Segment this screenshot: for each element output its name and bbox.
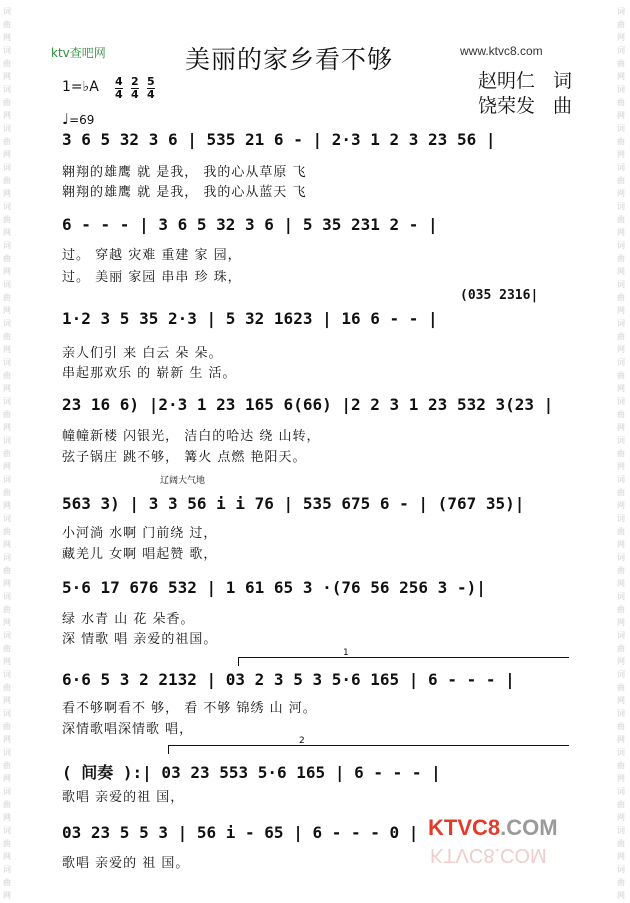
lyrics-line-3b: 串起那欢乐 的 崭新 生 活。 xyxy=(62,366,237,381)
meter-bottom: 4 xyxy=(115,88,123,101)
side-mark-char: 词 xyxy=(3,631,11,640)
side-mark-char: 词 xyxy=(617,475,625,484)
right-watermark-strip xyxy=(617,0,627,903)
side-mark-char: 曲 xyxy=(617,371,625,380)
composer-name: 饶荣发 xyxy=(478,95,536,117)
lyrics-line-5a: 小河淌 水啊 门前绕 过， xyxy=(62,526,218,541)
side-mark-char: 网 xyxy=(3,306,11,315)
side-mark-char: 曲 xyxy=(617,605,625,614)
lyrics-line-8: 歌唱 亲爱的祖 国， xyxy=(62,790,185,805)
side-mark-char: 词 xyxy=(617,709,625,718)
side-mark-char: 词 xyxy=(3,163,11,172)
side-mark-char: 曲 xyxy=(617,644,625,653)
side-mark-char: 词 xyxy=(3,85,11,94)
side-mark-char: 网 xyxy=(3,189,11,198)
meter-4-4 xyxy=(115,77,123,100)
side-mark-char: 网 xyxy=(3,33,11,42)
left-watermark-strip xyxy=(3,0,13,903)
side-mark-char: 曲 xyxy=(3,839,11,848)
side-mark-char: 词 xyxy=(3,436,11,445)
side-mark-char: 曲 xyxy=(3,761,11,770)
side-mark-char: 曲 xyxy=(3,254,11,263)
side-mark-char: 网 xyxy=(3,735,11,744)
side-mark-char: 网 xyxy=(617,189,625,198)
tempo-mark xyxy=(62,110,94,128)
score-line-7: 6·6 5 3 2 2132 | 03 2 3 5 3 5·6 165 | 6 - - - | xyxy=(62,670,515,689)
side-mark-char: 网 xyxy=(3,111,11,120)
watermark-reflection: KTVC8.COM xyxy=(430,844,547,866)
side-mark-char: 曲 xyxy=(3,293,11,302)
side-mark-char: 网 xyxy=(3,462,11,471)
side-mark-char: 词 xyxy=(617,865,625,874)
side-mark-char: 网 xyxy=(3,618,11,627)
side-mark-char: 词 xyxy=(3,319,11,328)
side-mark-char: 网 xyxy=(3,72,11,81)
side-mark-char: 词 xyxy=(3,748,11,757)
side-mark-char: 网 xyxy=(3,813,11,822)
lyrics-line-7b: 深情歌唱深情歌 唱， xyxy=(62,722,194,737)
side-mark-char: 曲 xyxy=(617,566,625,575)
side-mark-char: 网 xyxy=(617,774,625,783)
side-mark-char: 词 xyxy=(3,553,11,562)
side-mark-char: 曲 xyxy=(617,98,625,107)
side-mark-char: 词 xyxy=(617,319,625,328)
lyrics-line-7a: 看不够啊看不 够， 看 不够 锦绣 山 河。 xyxy=(62,701,317,716)
side-mark-char: 词 xyxy=(617,631,625,640)
side-mark-char: 网 xyxy=(3,345,11,354)
side-mark-char: 网 xyxy=(3,579,11,588)
side-mark-char: 词 xyxy=(3,709,11,718)
quarter-note-icon: ♩ xyxy=(62,110,70,128)
volta-number: 1 xyxy=(343,648,349,658)
meter-top: 4 xyxy=(115,75,123,88)
lyrics-line-5b: 藏羌儿 女啊 唱起赞 歌， xyxy=(62,547,218,562)
side-mark-char: 网 xyxy=(617,462,625,471)
side-mark-char: 曲 xyxy=(3,722,11,731)
side-mark-char: 网 xyxy=(617,72,625,81)
side-mark-char: 网 xyxy=(3,540,11,549)
side-mark-char: 网 xyxy=(617,33,625,42)
side-mark-char: 网 xyxy=(617,345,625,354)
side-mark-char: 词 xyxy=(3,46,11,55)
performance-annotation: 辽阔大气地 xyxy=(160,476,206,486)
side-mark-char: 网 xyxy=(3,696,11,705)
side-mark-char: 网 xyxy=(617,501,625,510)
side-mark-char: 曲 xyxy=(617,137,625,146)
side-mark-char: 网 xyxy=(617,267,625,276)
lyrics-line-4b: 弦子锅庄 跳不够， 篝火 点燃 艳阳天。 xyxy=(62,450,307,465)
side-mark-char: 曲 xyxy=(3,878,11,887)
side-mark-char: 网 xyxy=(617,852,625,861)
side-mark-char: 词 xyxy=(617,436,625,445)
side-mark-char: 曲 xyxy=(617,527,625,536)
side-mark-char: 词 xyxy=(617,358,625,367)
side-mark-char: 词 xyxy=(3,787,11,796)
side-mark-char: 词 xyxy=(617,514,625,523)
side-mark-char: 曲 xyxy=(617,254,625,263)
side-mark-char: 网 xyxy=(617,813,625,822)
volta-bracket-1 xyxy=(238,648,569,666)
side-mark-char: 网 xyxy=(617,228,625,237)
volta-bracket-2 xyxy=(168,736,569,754)
side-mark-char: 曲 xyxy=(617,293,625,302)
side-mark-char: 词 xyxy=(617,280,625,289)
meter-2-4 xyxy=(131,77,139,100)
side-mark-char: 网 xyxy=(617,384,625,393)
score-line-9: 03 23 5 5 3 | 56 i - 65 | 6 - - - 0 | xyxy=(62,823,419,842)
score-line-8: ( 间奏 ):| 03 23 553 5·6 165 | 6 - - - | xyxy=(62,763,441,782)
side-mark-char: 网 xyxy=(3,891,11,900)
side-mark-char: 曲 xyxy=(3,800,11,809)
side-mark-char: 曲 xyxy=(617,683,625,692)
side-mark-char: 曲 xyxy=(3,371,11,380)
site-url: www.ktvc8.com xyxy=(460,44,543,58)
side-mark-char: 曲 xyxy=(3,176,11,185)
song-title: 美丽的家乡看不够 xyxy=(185,45,394,74)
tempo-value: =69 xyxy=(69,113,95,127)
side-mark-char: 词 xyxy=(617,241,625,250)
side-mark-char: 网 xyxy=(617,657,625,666)
side-mark-char: 网 xyxy=(617,150,625,159)
lyrics-line-2b: 过。 美丽 家园 串串 珍 珠， xyxy=(62,270,242,285)
key-signature: 1=♭A xyxy=(62,79,99,95)
side-mark-char: 曲 xyxy=(617,878,625,887)
watermark-logo xyxy=(428,815,558,841)
side-mark-char: 网 xyxy=(617,423,625,432)
side-mark-char: 网 xyxy=(3,384,11,393)
side-mark-char: 曲 xyxy=(3,332,11,341)
side-mark-char: 曲 xyxy=(617,761,625,770)
side-mark-char: 词 xyxy=(3,124,11,133)
side-mark-char: 曲 xyxy=(3,605,11,614)
side-mark-char: 网 xyxy=(3,267,11,276)
volta-number: 2 xyxy=(299,736,305,746)
side-mark-char: 网 xyxy=(617,696,625,705)
side-mark-char: 曲 xyxy=(3,59,11,68)
meter-bottom: 4 xyxy=(131,88,139,101)
side-mark-char: 词 xyxy=(3,670,11,679)
side-mark-char: 网 xyxy=(617,306,625,315)
side-mark-char: 曲 xyxy=(3,683,11,692)
side-mark-char: 曲 xyxy=(3,488,11,497)
side-mark-char: 词 xyxy=(3,241,11,250)
logo-primary: KTVC8 xyxy=(428,815,501,840)
score-line-5: 563 3) | 3 3 56 i i 76 | 535 675 6 - | (767 35)| xyxy=(62,494,525,513)
side-mark-char: 曲 xyxy=(3,410,11,419)
score-line-3-pickup: (035 2316| xyxy=(460,288,539,303)
side-mark-char: 曲 xyxy=(617,59,625,68)
lyricist-name: 赵明仁 xyxy=(478,70,536,92)
side-mark-char: 词 xyxy=(3,280,11,289)
side-mark-char: 曲 xyxy=(3,527,11,536)
score-line-6: 5·6 17 676 532 | 1 61 65 3 ·(76 56 256 3 -)| xyxy=(62,578,486,597)
meter-bottom: 4 xyxy=(147,88,155,101)
side-mark-char: 曲 xyxy=(3,644,11,653)
side-mark-char: 词 xyxy=(3,865,11,874)
side-mark-char: 词 xyxy=(3,592,11,601)
score-line-1: 3 6 5 32 3 6 | 535 21 6 - | 2·3 1 2 3 23 56 | xyxy=(62,130,496,149)
side-mark-char: 网 xyxy=(617,111,625,120)
side-mark-char: 网 xyxy=(3,501,11,510)
side-mark-char: 网 xyxy=(617,891,625,900)
side-mark-char: 网 xyxy=(3,657,11,666)
side-mark-char: 词 xyxy=(617,670,625,679)
meter-top: 2 xyxy=(131,75,139,88)
side-mark-char: 曲 xyxy=(3,137,11,146)
side-mark-char: 曲 xyxy=(617,176,625,185)
side-mark-char: 词 xyxy=(617,124,625,133)
side-mark-char: 网 xyxy=(617,618,625,627)
composer-role: 曲 xyxy=(553,95,573,117)
side-mark-char: 曲 xyxy=(3,566,11,575)
side-mark-char: 词 xyxy=(617,826,625,835)
side-mark-char: 词 xyxy=(3,514,11,523)
side-mark-char: 曲 xyxy=(3,20,11,29)
meter-top: 5 xyxy=(147,75,155,88)
side-mark-char: 词 xyxy=(3,358,11,367)
side-mark-char: 词 xyxy=(617,397,625,406)
lyricist-role: 词 xyxy=(553,70,573,92)
lyrics-line-2a: 过。 穿越 灾难 重建 家 园， xyxy=(62,248,242,263)
side-mark-char: 曲 xyxy=(3,215,11,224)
side-mark-char: 曲 xyxy=(617,488,625,497)
side-mark-char: 词 xyxy=(617,748,625,757)
side-mark-char: 词 xyxy=(3,475,11,484)
side-mark-char: 词 xyxy=(617,553,625,562)
side-mark-char: 曲 xyxy=(617,449,625,458)
side-mark-char: 曲 xyxy=(617,332,625,341)
site-name-left: ktv查吧网 xyxy=(51,46,106,60)
side-mark-char: 网 xyxy=(617,579,625,588)
meter-5-4 xyxy=(147,77,155,100)
side-mark-char: 词 xyxy=(617,85,625,94)
side-mark-char: 词 xyxy=(617,163,625,172)
lyrics-line-6b: 深 情歌 唱 亲爱的祖国。 xyxy=(62,632,218,647)
lyrics-line-6a: 绿 水青 山 花 朵香。 xyxy=(62,612,195,627)
side-mark-char: 词 xyxy=(3,202,11,211)
side-mark-char: 网 xyxy=(617,735,625,744)
side-mark-char: 词 xyxy=(617,592,625,601)
side-mark-char: 词 xyxy=(3,7,11,16)
side-mark-char: 曲 xyxy=(3,449,11,458)
score-line-2: 6 - - - | 3 6 5 32 3 6 | 5 35 231 2 - | xyxy=(62,215,438,234)
side-mark-char: 词 xyxy=(3,826,11,835)
side-mark-char: 词 xyxy=(3,397,11,406)
lyrics-line-3a: 亲人们引 来 白云 朵 朵。 xyxy=(62,346,223,361)
score-line-3: 1·2 3 5 35 2·3 | 5 32 1623 | 16 6 - - | xyxy=(62,309,438,328)
side-mark-char: 曲 xyxy=(617,800,625,809)
side-mark-char: 曲 xyxy=(617,215,625,224)
lyrics-line-1b: 翱翔的雄鹰 就 是我， 我的心从蓝天 飞 xyxy=(62,185,307,200)
side-mark-char: 词 xyxy=(617,7,625,16)
side-mark-char: 词 xyxy=(617,46,625,55)
side-mark-char: 网 xyxy=(3,774,11,783)
side-mark-char: 网 xyxy=(617,540,625,549)
logo-secondary: .COM xyxy=(500,815,558,840)
side-mark-char: 曲 xyxy=(617,20,625,29)
side-mark-char: 曲 xyxy=(617,839,625,848)
side-mark-char: 词 xyxy=(617,202,625,211)
lyrics-line-1a: 翱翔的雄鹰 就 是我， 我的心从草原 飞 xyxy=(62,165,307,180)
side-mark-char: 网 xyxy=(3,150,11,159)
side-mark-char: 曲 xyxy=(617,722,625,731)
lyrics-line-9: 歌唱 亲爱的 祖 国。 xyxy=(62,856,190,871)
lyrics-line-4a: 幢幢新楼 闪银光， 洁白的哈达 绕 山转， xyxy=(62,429,321,444)
side-mark-char: 网 xyxy=(3,852,11,861)
side-mark-char: 曲 xyxy=(617,410,625,419)
score-line-4: 23 16 6) |2·3 1 23 165 6(66) |2 2 3 1 23 532 3(23 | xyxy=(62,395,554,414)
side-mark-char: 曲 xyxy=(3,98,11,107)
side-mark-char: 网 xyxy=(3,423,11,432)
side-mark-char: 网 xyxy=(3,228,11,237)
side-mark-char: 词 xyxy=(617,787,625,796)
